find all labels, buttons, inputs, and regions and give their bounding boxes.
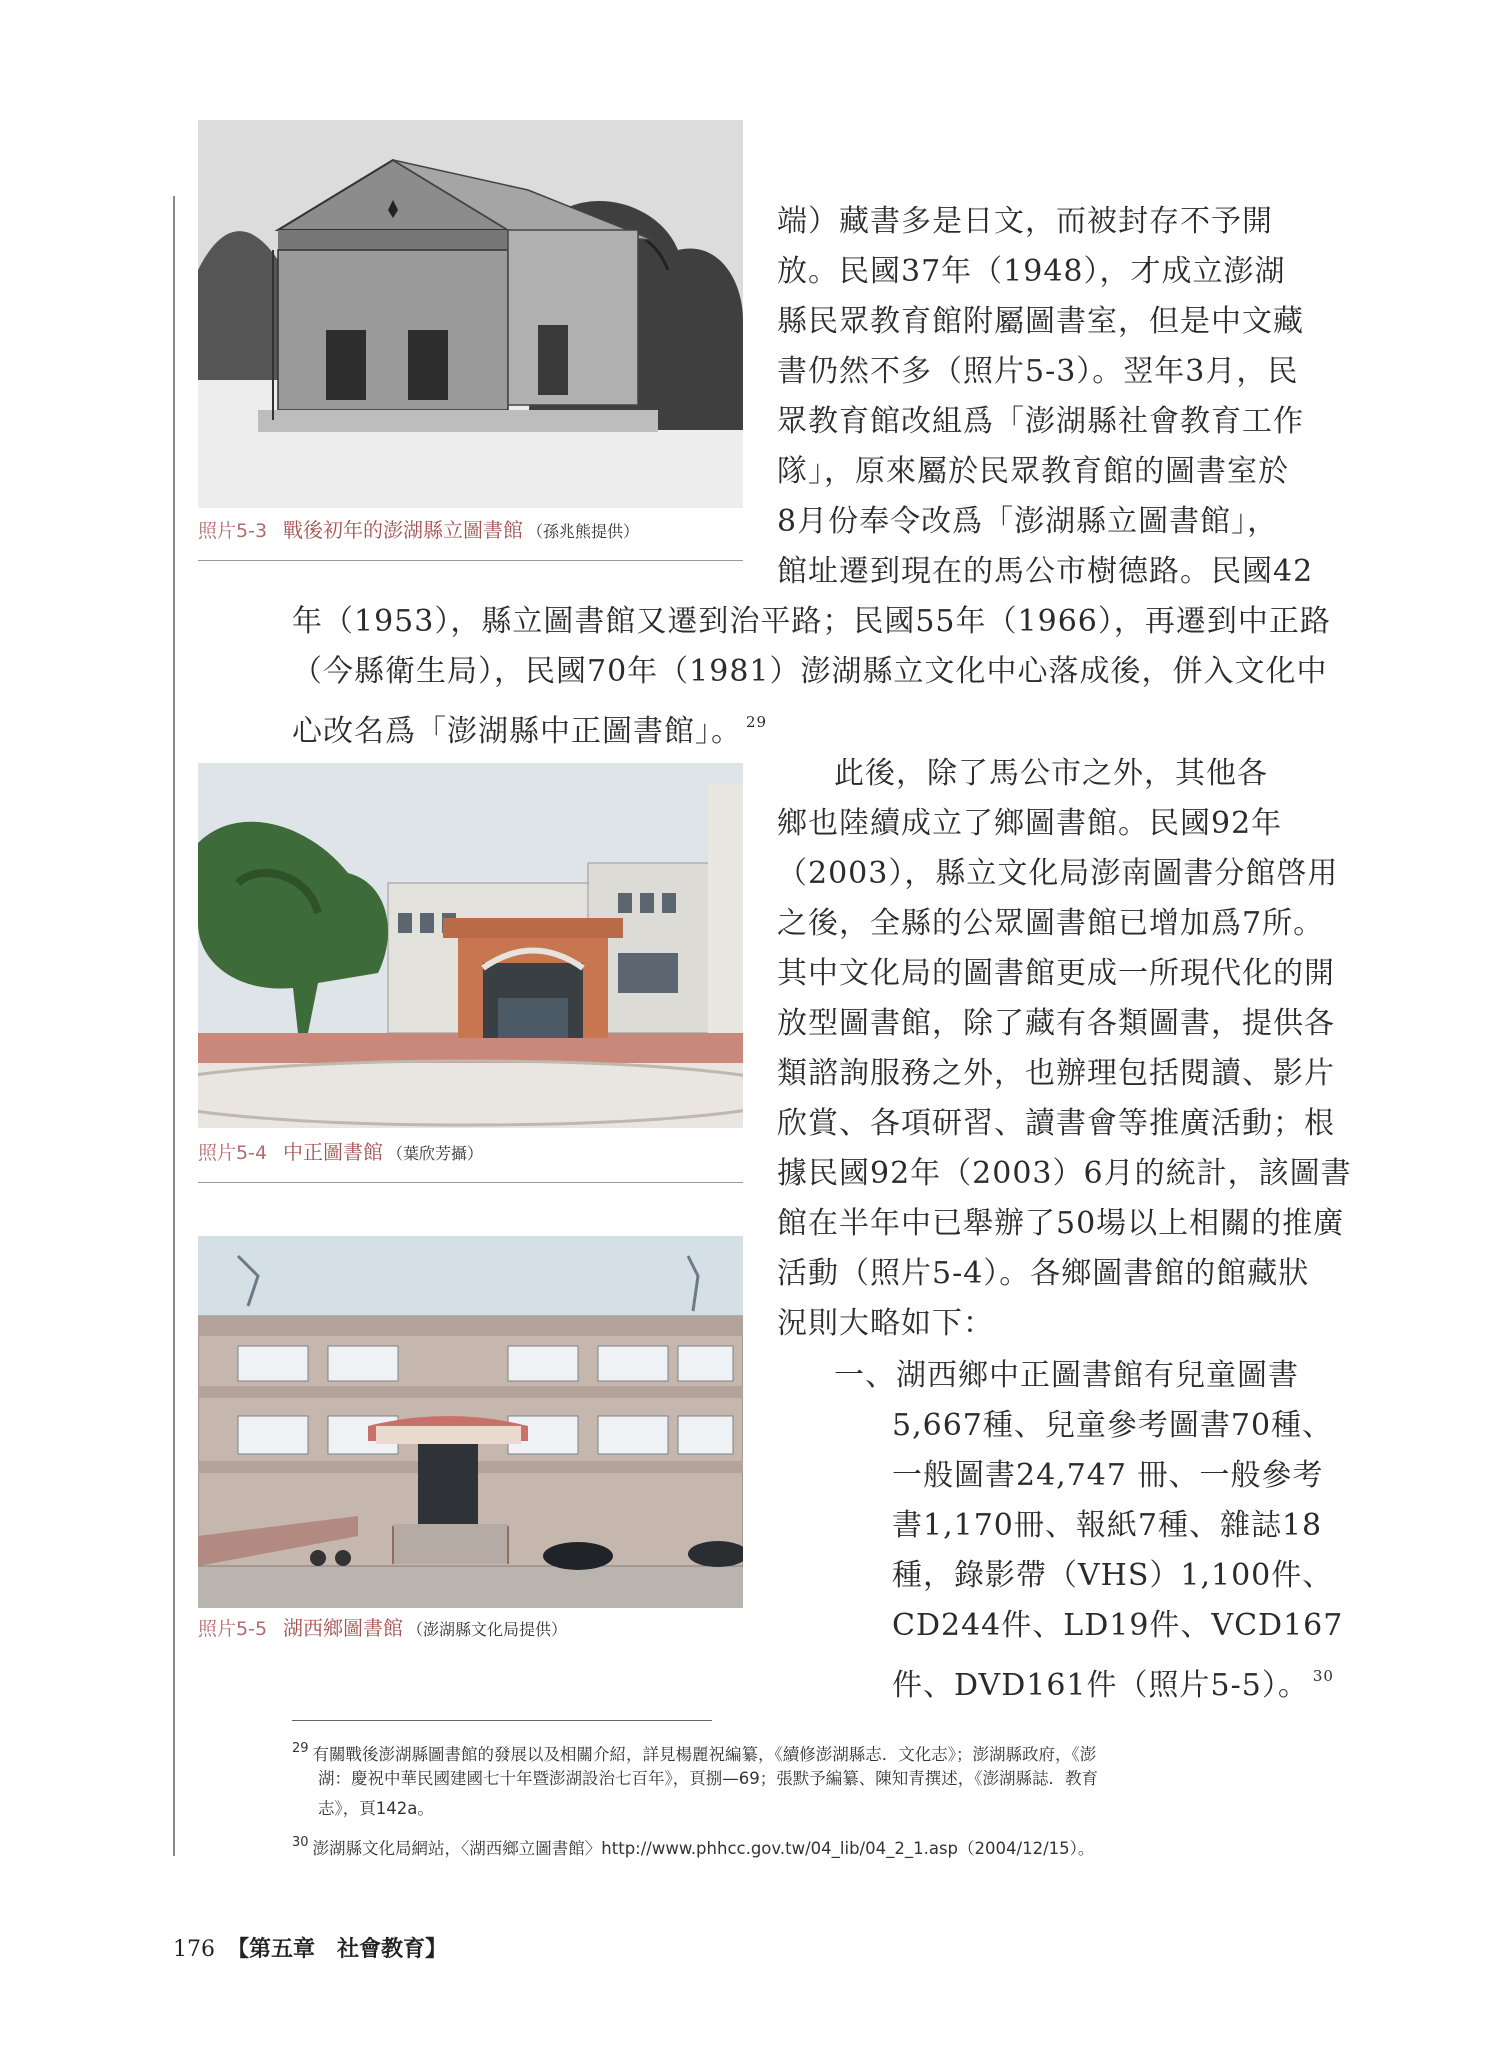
body-line: 眾教育館改組爲「澎湖縣社會教育工作	[777, 404, 1304, 439]
caption-title: 戰後初年的澎湖縣立圖書館	[283, 518, 524, 542]
body-line-with-footnote	[292, 702, 767, 752]
photo-5-4-caption	[198, 1136, 743, 1183]
body-line-text: 心改名爲「澎湖縣中正圖書館」。	[292, 714, 742, 749]
list-line: CD244件、LD19件、VCD167	[892, 1608, 1344, 1643]
list-line-text: 件、DVD161件（照片5-5）。	[892, 1668, 1309, 1703]
photo-5-4	[198, 763, 743, 1128]
body-line: 鄉也陸續成立了鄉圖書館。民國92年	[777, 806, 1283, 841]
footnote-30-line	[292, 1828, 1094, 1864]
list-line: 一、湖西鄉中正圖書館有兒童圖書	[834, 1358, 1299, 1393]
body-line: 況則大略如下：	[777, 1306, 994, 1341]
body-line: 據民國92年（2003）6月的統計，該圖書	[777, 1156, 1352, 1191]
photo-5-5	[198, 1236, 743, 1608]
caption-number: 照片5-4	[198, 1142, 268, 1164]
body-line: 縣民眾教育館附屬圖書室，但是中文藏	[777, 304, 1304, 339]
footnote-29-line: 湖：慶祝中華民國建國七十年暨澎湖設治七百年》，頁捌—69；張默予編纂、陳知青撰述，《澎湖縣誌．教育	[318, 1769, 1098, 1788]
chapter-title: 【第五章 社會教育】	[227, 1936, 448, 1962]
photo-5-5-caption	[198, 1612, 743, 1658]
body-line: 類諮詢服務之外，也辦理包括閱讀、影片	[777, 1056, 1335, 1091]
body-line: 此後，除了馬公市之外，其他各	[834, 756, 1268, 791]
body-line: （今縣衛生局），民國70年（1981）澎湖縣立文化中心落成後，併入文化中	[292, 654, 1328, 689]
page-number: 176	[173, 1937, 215, 1962]
body-line: 書仍然不多（照片5-3）。翌年3月，民	[777, 354, 1299, 389]
footnote-rule	[292, 1720, 712, 1721]
body-line: 其中文化局的圖書館更成一所現代化的開	[777, 956, 1335, 991]
footnote-ref-29[interactable]: 29	[746, 713, 768, 731]
caption-credit: （孫兆熊提供）	[527, 522, 640, 541]
body-line: 年（1953），縣立圖書館又遷到治平路；民國55年（1966），再遷到中正路	[292, 604, 1331, 639]
footnote-ref-30[interactable]: 30	[1312, 1667, 1334, 1685]
body-line: 放型圖書館，除了藏有各類圖書，提供各	[777, 1006, 1335, 1041]
body-line: 館在半年中已舉辦了50場以上相關的推廣	[777, 1206, 1345, 1241]
caption-title: 中正圖書館	[283, 1140, 384, 1164]
footnote-text[interactable]: 澎湖縣文化局網站，〈湖西鄉立圖書館〉http://www.phhcc.gov.tw/04_lib/04_2_1.asp（2004/12/15）。	[312, 1839, 1095, 1858]
caption-number: 照片5-3	[198, 520, 268, 542]
list-line: 一般圖書24,747 冊、一般參考	[892, 1458, 1324, 1493]
page-footer	[173, 1932, 447, 1963]
body-line: 欣賞、各項研習、讀書會等推廣活動；根	[777, 1106, 1335, 1141]
list-line: 5,667種、兒童參考圖書70種、	[892, 1408, 1334, 1443]
list-line: 種，錄影帶（VHS）1,100件、	[892, 1558, 1334, 1593]
list-line: 書1,170冊、報紙7種、雜誌18	[892, 1508, 1323, 1543]
body-line: 端）藏書多是日文，而被封存不予開	[777, 204, 1273, 239]
photo-5-3	[198, 120, 743, 508]
caption-credit: （葉欣芳攝）	[387, 1144, 484, 1163]
body-line: 館址遷到現在的馬公市樹德路。民國42	[777, 554, 1314, 589]
body-line: 活動（照片5-4）。各鄉圖書館的館藏狀	[777, 1256, 1310, 1291]
footnote-29-line: 志》，頁142a。	[318, 1799, 434, 1818]
footnote-29-number: 29	[292, 1741, 309, 1756]
caption-title: 湖西鄉圖書館	[283, 1616, 404, 1640]
footnote-text: 有關戰後澎湖縣圖書館的發展以及相關介紹，詳見楊麗祝編纂，《續修澎湖縣志．文化志》；澎湖縣政府，《澎	[312, 1745, 1097, 1764]
footnote-30-number: 30	[292, 1835, 309, 1850]
body-line: 之後，全縣的公眾圖書館已增加爲7所。	[777, 906, 1325, 941]
margin-rule	[173, 196, 175, 1856]
body-line: 隊」，原來屬於民眾教育館的圖書室於	[777, 454, 1289, 489]
caption-number: 照片5-5	[198, 1618, 268, 1640]
body-line: 放。民國37年（1948），才成立澎湖	[777, 254, 1286, 289]
body-line: （2003），縣立文化局澎南圖書分館啓用	[777, 856, 1339, 891]
list-line-with-footnote	[892, 1656, 1334, 1706]
caption-credit: （澎湖縣文化局提供）	[407, 1620, 568, 1639]
photo-5-3-caption	[198, 514, 743, 561]
body-line: 8月份奉令改爲「澎湖縣立圖書館」，	[777, 504, 1279, 539]
